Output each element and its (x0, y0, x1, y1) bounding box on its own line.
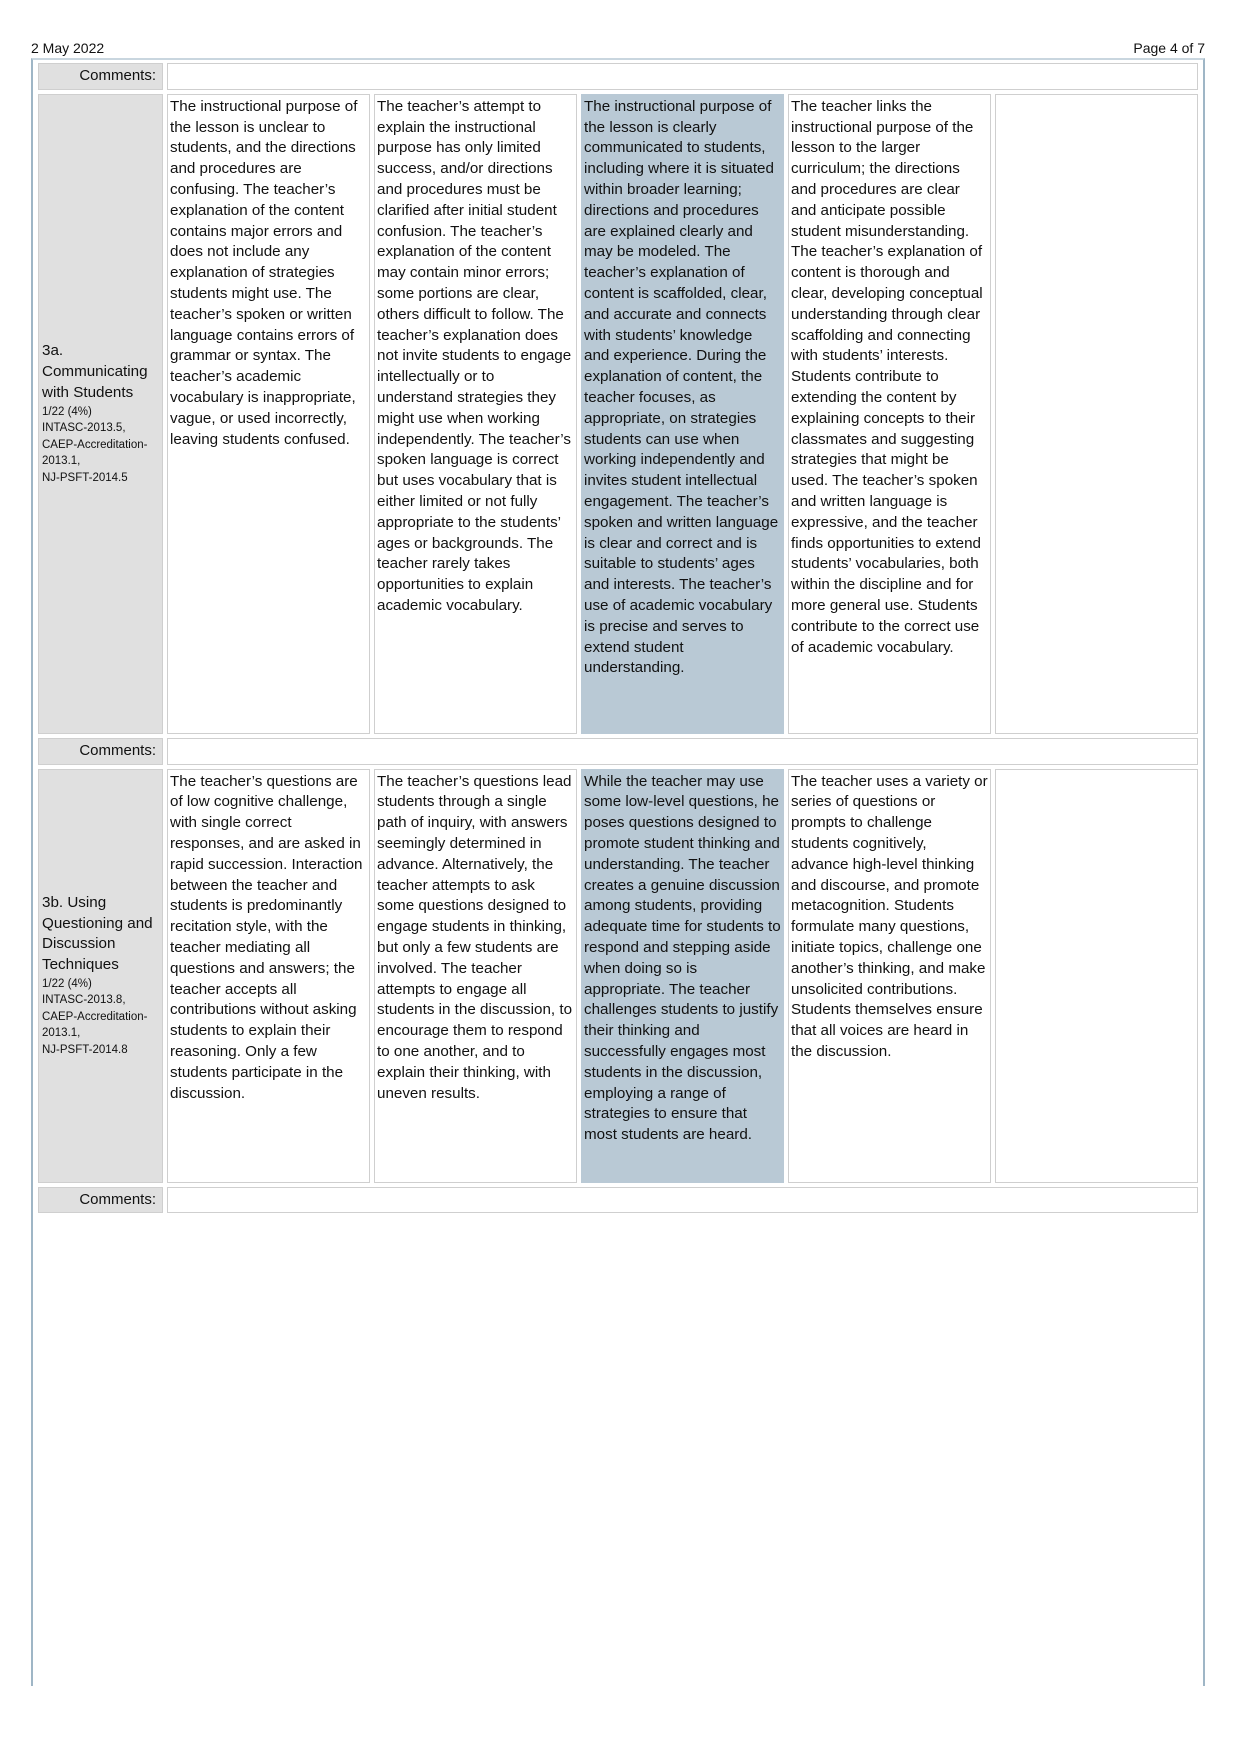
level-cell-unsatisfactory[interactable]: The instructional purpose of the lesson is unclear to students, and the directions and procedures are confusing. The teacher’s explanation of the content contains major errors and does not include any explanation of strategies students might use. The teacher’s spoken or written language contains errors of grammar or syntax. The teacher’s academic vocabulary is inappropriate, vague, or used incorrectly, leaving students confused. (167, 94, 370, 734)
comments-field[interactable] (167, 738, 1198, 765)
level-cell-unsatisfactory[interactable]: The teacher’s questions are of low cognitive challenge, with single correct responses, and are asked in rapid succession. Interaction between the teacher and students is predominantly recitation style, with the teacher mediating all questions and answers; the teacher accepts all contributions without asking students to explain their reasoning. Only a few students participate in the discussion. (167, 769, 370, 1183)
criterion-title: 3b. Using Questioning and Discussion Techniques (42, 893, 153, 974)
print-date: 2 May 2022 (31, 40, 105, 56)
level-cell-empty[interactable] (995, 94, 1198, 734)
page-number: Page 4 of 7 (1133, 40, 1205, 56)
comments-field[interactable] (167, 1187, 1198, 1214)
level-cell-empty[interactable] (995, 769, 1198, 1183)
criterion-standard: CAEP-Accreditation-2013.1, (42, 438, 148, 468)
criterion-standard: CAEP-Accreditation-2013.1, (42, 1010, 148, 1040)
rubric-table (34, 59, 1202, 1217)
level-cell-distinguished[interactable]: The teacher links the instructional purpose of the lesson to the larger curriculum; the directions and procedures are clear and anticipate possible student misunderstanding. The teacher’s explanation of content is thorough and clear, developing conceptual understanding through clear scaffolding and connecting with students’ interests. Students contribute to extending the content by explaining concepts to their classmates and suggesting strategies that might be used. The teacher’s spoken and written language is expressive, and the teacher finds opportunities to extend students’ vocabularies, both within the discipline and for more general use. Students contribute to the correct use of academic vocabulary. (788, 94, 991, 734)
comments-row (38, 63, 1198, 90)
level-cell-basic[interactable]: The teacher’s attempt to explain the instructional purpose has only limited success, and/or directions and procedures must be clarified after initial student confusion. The teacher’s explanation of the content may contain minor errors; some portions are clear, others difficult to follow. The teacher’s explanation does not invite students to engage intellectually or to understand strategies they might use when working independently. The teacher’s spoken language is correct but uses vocabulary that is either limited or not fully appropriate to the students’ ages or backgrounds. The teacher rarely takes opportunities to explain academic vocabulary. (374, 94, 577, 734)
criterion-score: 1/22 (4%) (42, 405, 92, 418)
criterion-standard: NJ-PSFT-2014.8 (42, 1043, 128, 1056)
level-cell-basic[interactable]: The teacher’s questions lead students through a single path of inquiry, with answers seemingly determined in advance. Alternatively, the teacher attempts to ask some questions designed to engage students in thinking, but only a few students are involved. The teacher attempts to engage all students in the discussion, to encourage them to respond to one another, and to explain their thinking, with uneven results. (374, 769, 577, 1183)
comments-label: Comments: (38, 738, 163, 765)
criterion-label-3b (38, 769, 163, 1183)
criterion-score: 1/22 (4%) (42, 977, 92, 990)
comments-field[interactable] (167, 63, 1198, 90)
criterion-title: 3a. Communicating with Students (42, 342, 148, 401)
level-cell-distinguished[interactable]: The teacher uses a variety or series of questions or prompts to challenge students cognitively, advance high-level thinking and discourse, and promote metacognition. Students formulate many questions, initiate topics, challenge one another’s thinking, and make unsolicited contributions. Students themselves ensure that all voices are heard in the discussion. (788, 769, 991, 1183)
criterion-label-3a (38, 94, 163, 734)
criterion-standard: NJ-PSFT-2014.5 (42, 471, 128, 484)
comments-row (38, 1187, 1198, 1214)
criterion-standard: INTASC-2013.8, (42, 994, 126, 1007)
comments-row (38, 738, 1198, 765)
comments-label: Comments: (38, 63, 163, 90)
comments-label: Comments: (38, 1187, 163, 1214)
level-cell-proficient-selected[interactable]: The instructional purpose of the lesson is clearly communicated to students, including where it is situated within broader learning; directions and procedures are explained clearly and may be modeled. The teacher’s explanation of content is scaffolded, clear, and accurate and connects with students’ knowledge and experience. During the explanation of content, the teacher focuses, as appropriate, on strategies students can use when working independently and invites student intellectual engagement. The teacher’s spoken and written language is clear and correct and is suitable to students’ ages and interests. The teacher’s use of academic vocabulary is precise and serves to extend student understanding. (581, 94, 784, 734)
level-cell-proficient-selected[interactable]: While the teacher may use some low-level questions, he poses questions designed to promote student thinking and understanding. The teacher creates a genuine discussion among students, providing adequate time for students to respond and stepping aside when doing so is appropriate. The teacher challenges students to justify their thinking and successfully engages most students in the discussion, employing a range of strategies to ensure that most students are heard. (581, 769, 784, 1183)
criterion-row-3b (38, 769, 1198, 1183)
criterion-row-3a (38, 94, 1198, 734)
criterion-standard: INTASC-2013.5, (42, 422, 126, 435)
